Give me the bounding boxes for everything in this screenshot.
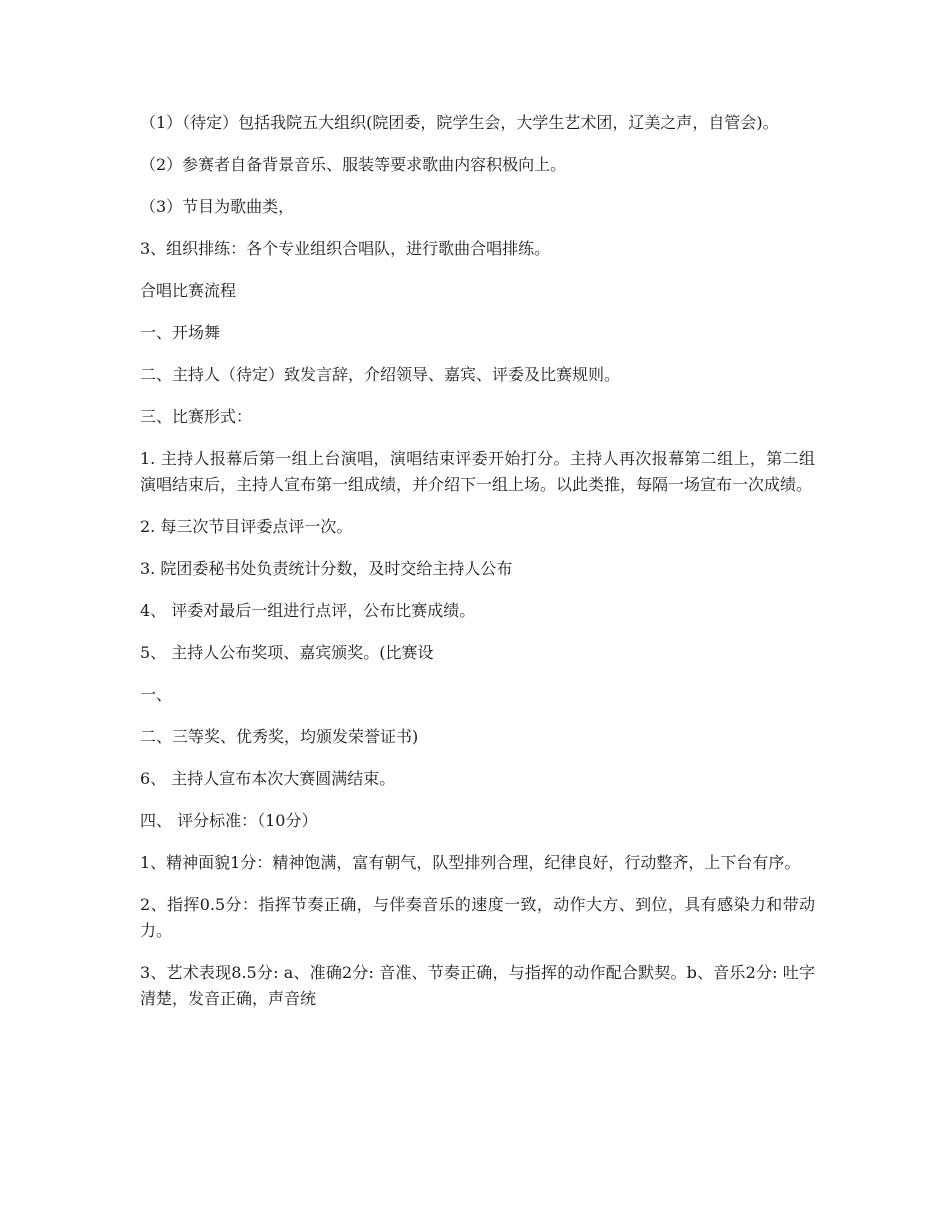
paragraph-format-item-5: 5、 主持人公布奖项、嘉宾颁奖。(比赛设 bbox=[140, 643, 434, 662]
paragraph-program-type: （3）节目为歌曲类， bbox=[140, 197, 295, 216]
paragraph-awards-rest: 二、三等奖、优秀奖，均颁发荣誉证书) bbox=[140, 727, 419, 746]
paragraph-scoring-heading: 四、 评分标准：（10分） bbox=[140, 811, 318, 830]
document-body bbox=[140, 110, 815, 1028]
paragraph-competition-format: 三、比赛形式： bbox=[140, 407, 253, 426]
paragraph-format-item-4: 4、 评委对最后一组进行点评，公布比赛成绩。 bbox=[140, 601, 476, 620]
paragraph-participants: （1）（待定）包括我院五大组织(院团委，院学生会，大学生艺术团，辽美之声，自管会)。 bbox=[140, 113, 779, 132]
section-heading-process: 合唱比赛流程 bbox=[140, 281, 237, 300]
paragraph-awards-first: 一、 bbox=[140, 685, 173, 704]
paragraph-format-item-1: 1. 主持人报幕后第一组上台演唱，演唱结束评委开始打分。主持人再次报幕第二组上，第二组演唱结束后，主持人宣布第一组成绩，并介绍下一组上场。以此类推，每隔一场宣布一次成绩。 bbox=[140, 449, 815, 494]
paragraph-scoring-artistic: 3、艺术表现8.5分: a、准确2分: 音准、节奏正确，与指挥的动作配合默契。b、音乐2分: 吐字清楚，发音正确，声音统 bbox=[140, 963, 815, 1008]
paragraph-opening-dance: 一、开场舞 bbox=[140, 323, 221, 342]
paragraph-format-item-2: 2. 每三次节目评委点评一次。 bbox=[140, 517, 353, 536]
paragraph-requirements: （2）参赛者自备背景音乐、服装等要求歌曲内容积极向上。 bbox=[140, 155, 567, 174]
paragraph-format-item-6: 6、 主持人宣布本次大赛圆满结束。 bbox=[140, 769, 396, 788]
paragraph-rehearsal: 3、组织排练：各个专业组织合唱队，进行歌曲合唱排练。 bbox=[140, 239, 551, 258]
paragraph-scoring-conducting: 2、指挥0.5分：指挥节奏正确，与伴奏音乐的速度一致，动作大方、到位，具有感染力和带动力。 bbox=[140, 895, 815, 940]
paragraph-scoring-spirit: 1、精神面貌1分：精神饱满，富有朝气，队型排列合理，纪律良好，行动整齐，上下台有序。 bbox=[140, 853, 801, 872]
paragraph-format-item-3: 3. 院团委秘书处负责统计分数，及时交给主持人公布 bbox=[140, 559, 513, 578]
paragraph-host-speech: 二、主持人（待定）致发言辞，介绍领导、嘉宾、评委及比赛规则。 bbox=[140, 365, 621, 384]
